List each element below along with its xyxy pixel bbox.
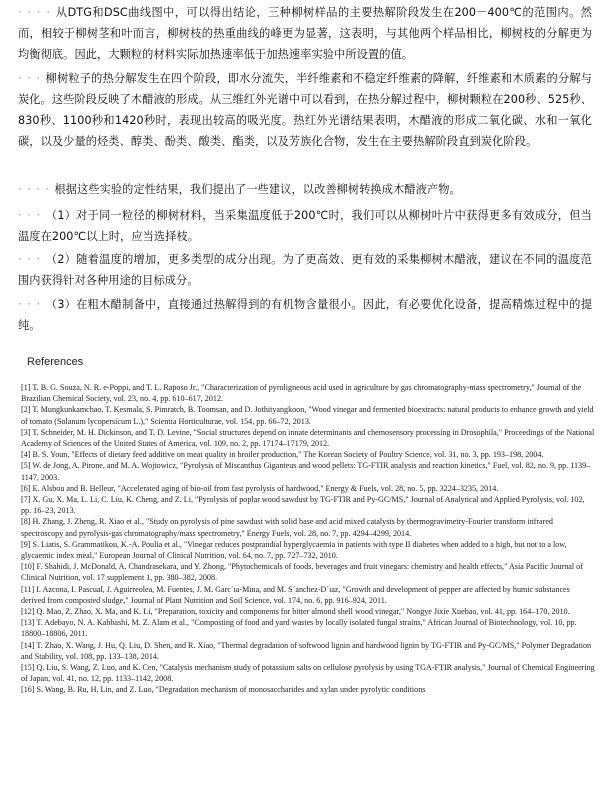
reference-item: [15] Q. Liu, S. Wang, Z. Luo, and K. Cen, "Catalysis mechanism study of potassium salts on cellulose pyrolysis by using TGA-FTIR analysis," Journal of Chemical Engineering of Japan, vol. 41, no. 12, pp. 1133–1142, 2008.	[21, 663, 595, 684]
reference-item: [4] B. S. Youn, "Effects of dietary feed additive on meat quality in broiler production," The Korean Society of Poultry Science, vol. 31, no. 3, pp. 193–198, 2004.	[21, 450, 544, 460]
reference-item: [3] T. Schneider, M. H. Dickinson, and T. D. Levine, "Social structures depend on innate determinants and chemosensory processing in Drosophila," Proceedings of the National Academy of Sciences of the United States of America, vol. 109, no. 2, pp. 17174–17179, 2012.	[21, 427, 595, 449]
paragraph-text: 柳树粒子的热分解发生在四个阶段，即水分流失，半纤维素和不稳定纤维素的降解，纤维素和木质素的分解与炭化。这些阶段反映了木醋液的形成。从三维红外光谱中可以看到，在热分解过程中，柳树颗粒在200秒、525秒、830秒、1100秒和1420秒时，表现出较高的吸光度。热红外光谱结果表明，木醋液的形成二氧化碳、水和一氧化碳，以及少量的烃类、醇类、酚类、酸类、酯类，以及芳族化合物，发生在主要热解阶段直到炭化阶段。	[18, 72, 592, 148]
indent-marker: ‧ ‧ ‧	[18, 253, 46, 266]
reference-item: [8] H. Zhang, J. Zheng, R. Xiao et al., "Study on pyrolysis of pine sawdust with solid base and acid mixed catalysts by thermogravimetry-Fourier transform infrared spectroscopy and pyrolysis-gas chromatography/mass spectrometry," Energy Fuels, vol. 28, no. 7, pp. 4294–4299, 2014.	[21, 517, 553, 538]
reference-item: [16] S. Wang, B. Ru, H. Lin, and Z. Luo, "Degradation mechanism of monosaccharides and xylan under pyrolytic conditions	[21, 685, 426, 695]
reference-item: [5] W. de Jong, A. Pirone, and M. A. Wojtowicz, "Pyrolysis of Miscanthus Giganteus and wood pellets: TG-FTIR analysis and reaction kinetics," Fuel, vol. 82, no. 9, pp. 1139–1147, 2003.	[21, 461, 591, 482]
reference-item: [14] T. Zhao, X. Wang, J. Hu, Q. Liu, D. Shen, and R. Xiao, "Thermal degradation of softwood lignin and hardwood lignin by TG-FTIR and Py-GC/MS," Polymer Degradation and Stability, vol. 108, pp. 133–138, 2014.	[21, 640, 592, 661]
paragraph-suggestions	[18, 179, 592, 200]
references-list	[21, 382, 595, 696]
reference-item: [7] X. Gu, X. Ma, L. Li, C. Liu, K. Cheng, and Z. Li, "Pyrolysis of poplar wood sawdust by TG-FTIR and Py-GC/MS," Journal of Analytical and Applied Pyrolysis, vol. 102, pp. 16–23, 2013.	[21, 495, 585, 516]
paragraph-item-1	[18, 205, 592, 247]
paragraph-dtg-dsc	[18, 2, 592, 65]
reference-item: [2] T. Mungkunkamchao, T. Kesmala, S. Pimratch, B. Toomsan, and D. Jothityangkoon, "Wood vinegar and fermented bioextracts: natural products to enhance growth and yield of tomato (Solanum lycopersicum L.)," Scientia Horticulturae, vol. 154, pp. 66–72, 2013.	[21, 405, 594, 426]
indent-marker: ‧ ‧ ‧	[18, 72, 46, 85]
reference-item: [9] S. Liatis, S. Grammatikou, K.-A. Poulia et al., "Vinegar reduces postprandial hyperglycaemia in patients with type II diabetes when added to a high, but not to a low, glycaemic index meal," European Journal of Clinical Nutrition, vol. 64, no. 7, pp. 727–732, 2010.	[21, 539, 567, 561]
paragraph-item-3	[18, 294, 592, 336]
paragraph-thermal-decomposition	[18, 68, 592, 152]
paragraph-text: （2）随着温度的增加，更多类型的成分出现。为了更高效、更有效的采集柳树木醋液，建议在不同的温度范围内获得针对各种用途的目标成分。	[18, 253, 592, 287]
paragraph-text: （1）对于同一粒径的柳树材料，当采集温度低于200℃时，我们可以从柳树叶片中获得更多有效成分，但当温度在200℃以上时，应当选择枝。	[18, 209, 592, 243]
reference-item: [6] E. Alsbou and B. Helleur, "Accelerated aging of bio-oil from fast pyrolysis of hardwood," Energy & Fuels, vol. 28, no. 5, pp. 3224–3235, 2014.	[21, 483, 499, 493]
indent-marker: ‧ ‧ ‧ ‧	[18, 183, 55, 196]
indent-marker: ‧ ‧ ‧	[18, 209, 46, 222]
paragraph-text: （3）在粗木醋制备中，直接通过热解得到的有机物含量很小。因此，有必要优化设备，提高精炼过程中的提纯。	[18, 298, 592, 332]
paragraph-text: 根据这些实验的定性结果，我们提出了一些建议，以改善柳树转换成木醋液产物。	[54, 183, 461, 196]
reference-item: [13] T. Adebayo, N. A. Kabbashi, M. Z. Alam et al., "Composting of food and yard wastes by locally isolated fungal strains," African Journal of Biotechnology, vol. 10, pp. 18800–18806, 2011.	[21, 618, 577, 639]
references-heading: References	[27, 356, 84, 368]
paragraph-text: 从DTG和DSC曲线图中，可以得出结论，三种柳树样品的主要热解阶段发生在200－400℃的范围内。然而，相较于柳树茎和叶而言，柳树枝的热重曲线的峰更为显著，这表明，与其他两个样品相比，柳树枝的分解更为均衡彻底。因此，大颗粒的材料实际加热速率低于加热速率实验中所设置的值。	[18, 6, 593, 61]
reference-item: [11] I. Azcona, I. Pascual, J. Aguirreolea, M. Fuentes, J. M. Garc´ıa-Mina, and M. S´anchez-D´ıaz, "Growth and development of pepper are affected by humic substances derived from composted sludge," Journal of Plant Nutrition and Soil Science, vol. 174, no. 6, pp. 916–924, 2011.	[21, 584, 570, 605]
indent-marker: ‧ ‧ ‧	[18, 298, 46, 311]
paragraph-item-2	[18, 249, 592, 291]
reference-item: [1] T. B. G. Souza, N. R. e-Poppi, and T. L. Raposo Jr., "Characterization of pyroligneous acid used in agriculture by gas chromatography-mass spectrometry," Journal of the Brazilian Chemical Society, vol. 23, no. 4, pp. 610–617, 2012.	[21, 383, 582, 404]
indent-marker: ‧ ‧ ‧ ‧	[18, 6, 56, 19]
reference-item: [12] Q. Mao, Z. Zhao, X. Ma, and K. Li, "Preparation, toxicity and components for bitter almond shell wood vinegar," Nongye Jixie Xuebao, vol. 41, pp. 164–170, 2010.	[21, 607, 570, 617]
reference-item: [10] F. Shahidi, J. McDonald, A. Chandrasekara, and Y. Zhong, "Phytochemicals of foods, beverages and fruit vinegars: chemistry and health effects," Asia Pacific Journal of Clinical Nutrition, vol. 17 supplement 1, pp. 380–382, 2008.	[21, 562, 583, 583]
